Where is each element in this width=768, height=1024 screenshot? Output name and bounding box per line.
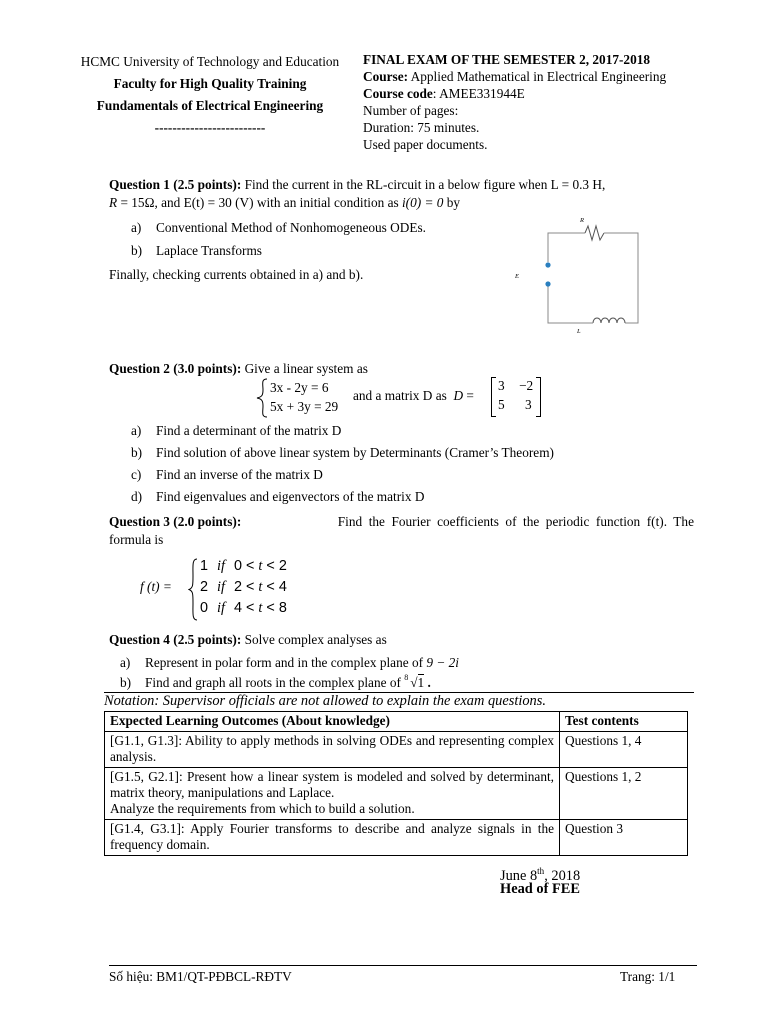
terminal-top <box>545 262 550 267</box>
function-brace <box>188 558 198 621</box>
linear-system <box>270 378 338 416</box>
header-left <box>60 51 360 139</box>
question-4: Question 4 (2.5 points): Solve complex analyses as <box>109 632 387 647</box>
matrix-cell-22: 3 <box>525 397 532 412</box>
footer-page: Trang: 1/1 <box>620 969 676 984</box>
question-4-title: Question 4 (2.5 points): <box>109 632 242 647</box>
outcome-cell: [G1.5, G2.1]: Present how a linear system is modeled and solved by determinant, matrix theory, manipulations and Laplace. Analyze the requirements from which to build a solution. <box>105 768 560 820</box>
table-row <box>105 820 688 856</box>
table-row <box>105 768 688 820</box>
question-3: Question 3 (2.0 points): Find the Fourier coefficients of the periodic function f(t). The formula is <box>109 514 694 547</box>
number-of-pages: Number of pages: <box>363 103 459 118</box>
question-4-item-b: b) Find and graph all roots in the complex plane of 8 √1 . <box>120 673 431 690</box>
question-2-item-b: b) Find solution of above linear system by Determinants (Cramer’s Theorem) <box>131 445 554 460</box>
rl-circuit-diagram <box>508 212 648 337</box>
inductor-label: L <box>577 328 581 335</box>
piecewise-rows <box>200 556 287 619</box>
department-name: Fundamentals of Electrical Engineering <box>96 98 324 113</box>
faculty-name: Faculty for High Quality Training <box>113 76 307 91</box>
resistor-symbol <box>585 226 604 240</box>
duration: Duration: 75 minutes. <box>363 120 480 135</box>
terminal-bottom <box>545 281 550 286</box>
learning-outcomes-table <box>104 711 688 856</box>
question-4-item-a: a) Represent in polar form and in the complex plane of 9 − 2i <box>120 655 459 670</box>
equation-1: 3x - 2y = 6 <box>270 380 329 395</box>
outcome-header: Expected Learning Outcomes (About knowledge) <box>105 712 560 732</box>
circuit-wire-right <box>604 233 638 323</box>
matrix-intro: and a matrix D as D = <box>353 388 474 403</box>
table-row <box>105 732 688 768</box>
question-1-item-a: a) Conventional Method of Nonhomogeneous ODEs. <box>131 220 426 235</box>
question-2: Question 2 (3.0 points): Give a linear system as <box>109 361 368 376</box>
test-cell: Questions 1, 4 <box>560 732 688 768</box>
question-2-item-a: a) Find a determinant of the matrix D <box>131 423 342 438</box>
course-code: Course code: AMEE331944E <box>363 86 525 101</box>
question-1-final: Finally, checking currents obtained in a) and b). <box>109 267 364 282</box>
exam-title: FINAL EXAM OF THE SEMESTER 2, 2017-2018 <box>363 52 651 67</box>
piecewise-row-3: 0 if 4 < t < 8 <box>200 600 287 616</box>
footer-code: Số hiệu: BM1/QT-PĐBCL-RĐTV <box>109 969 292 984</box>
eighth-root-of-one: 8 √1 <box>404 673 425 690</box>
question-1: Question 1 (2.5 points): Find the current in the RL-circuit in a below figure when L = 0.3 H, R = 15Ω, and E(t) = 30 (V) with an initial condition as i(0) = 0 by <box>109 177 606 210</box>
outcome-cell: [G1.4, G3.1]: Apply Fourier transforms to describe and analyze signals in the frequency domain. <box>105 820 560 856</box>
header-dashes: ------------------------- <box>154 120 266 135</box>
matrix-cell-12: −2 <box>519 378 534 393</box>
paper-documents: Used paper documents. <box>363 137 488 152</box>
header-right <box>363 51 723 153</box>
matrix-cell-21: 5 <box>498 397 505 412</box>
university-name: HCMC University of Technology and Education <box>80 54 340 69</box>
piecewise-row-2: 2 if 2 < t < 4 <box>200 579 287 595</box>
footer-rule <box>109 965 697 966</box>
function-lhs: f (t) = <box>140 579 172 594</box>
question-1-title: Question 1 (2.5 points): <box>109 177 242 192</box>
inductor-symbol <box>593 318 625 323</box>
test-cell: Questions 1, 2 <box>560 768 688 820</box>
source-label: E <box>515 273 519 280</box>
question-2-item-d: d) Find eigenvalues and eigenvectors of the matrix D <box>131 489 425 504</box>
question-1-item-b: b) Laplace Transforms <box>131 243 262 258</box>
outcome-cell: [G1.1, G1.3]: Ability to apply methods in solving ODEs and representing complex analysis. <box>105 732 560 768</box>
signature-role: Head of FEE <box>500 881 580 897</box>
course: Course: Applied Mathematical in Electrical Engineering <box>363 69 667 84</box>
test-header: Test contents <box>560 712 688 732</box>
equation-2: 5x + 3y = 29 <box>270 399 339 414</box>
matrix-d <box>491 377 541 415</box>
matrix-cell-11: 3 <box>498 378 505 393</box>
test-cell: Question 3 <box>560 820 688 856</box>
resistor-label: R <box>580 217 584 224</box>
table-header-row <box>105 712 688 732</box>
piecewise-row-1: 1 if 0 < t < 2 <box>200 558 287 574</box>
question-3-title: Question 3 (2.0 points): <box>109 514 242 529</box>
circuit-wire-top-left <box>548 233 585 262</box>
notation: Notation: Supervisor officials are not allowed to explain the exam questions. <box>104 693 546 709</box>
signature-date: June 8th, 2018 <box>500 866 581 884</box>
question-2-item-c: c) Find an inverse of the matrix D <box>131 467 323 482</box>
system-brace <box>255 378 269 418</box>
question-2-title: Question 2 (3.0 points): <box>109 361 242 376</box>
circuit-wire-bottom-left <box>548 284 593 323</box>
